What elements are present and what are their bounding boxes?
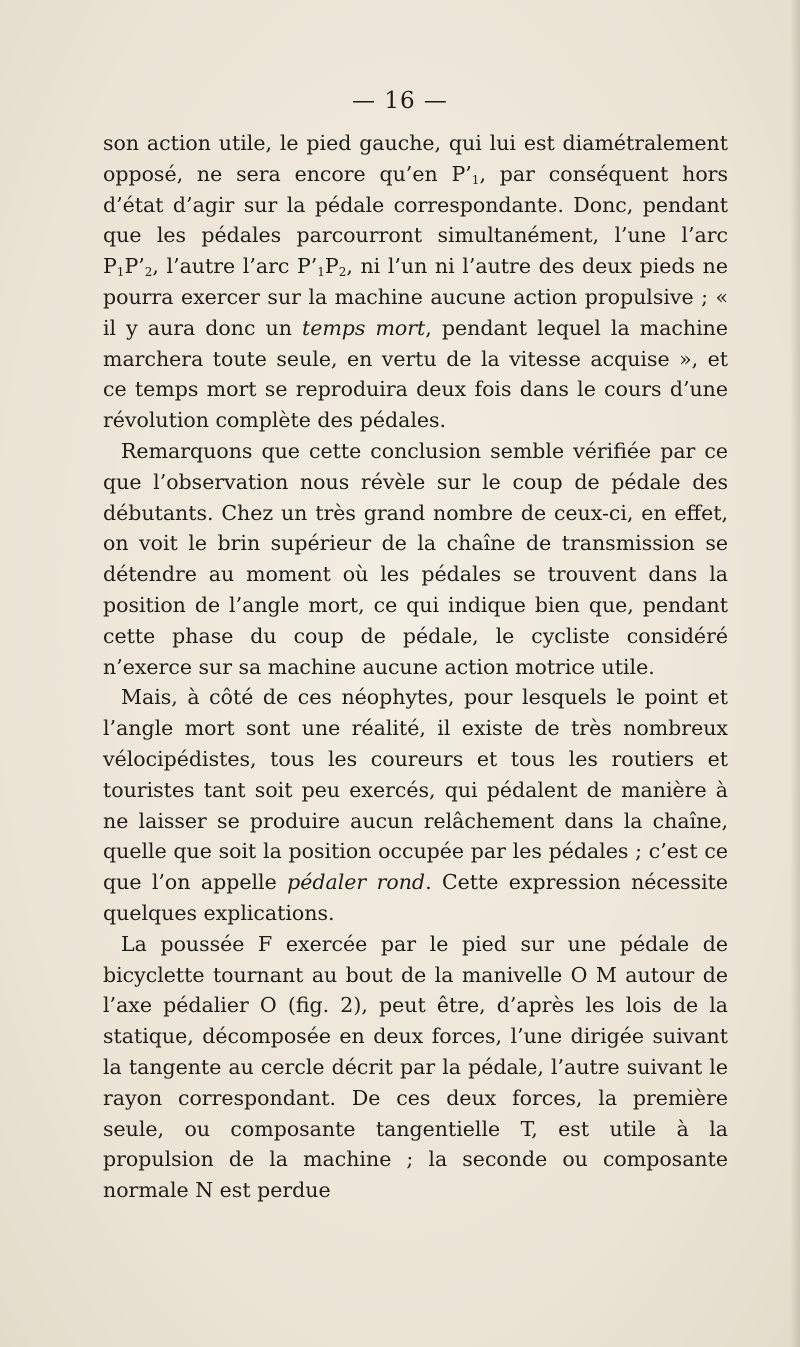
text-run: son action utile, le pied gauche, qui lui est diamétralement opposé, ne sera encore qu’en P’ (103, 131, 728, 186)
text-run: , par conséquent hors d’état d’agir sur la pédale correspondante. Donc, pendant que les pédales parcourront simultanément, l’une l’arc P (103, 161, 729, 279)
subscript: 1 (317, 265, 325, 280)
text-run: P’ (124, 254, 145, 279)
subscript: 1 (471, 172, 480, 187)
text-run: La poussée F exercée par le pied sur une pédale de bicyclette tournant au bout de la manivelle O M autour de l’axe pédalier O (fig. 2), peut être, d’après les lois de la statique, décomposée en deux forces, l’une dirigée suivant la tangente au cercle décrit par la pédale, l’autre suivant le rayon correspondant. De ces deux forces, la première seule, ou composante tangentielle T, est utile à la propulsion de la machine ; la seconde ou composante normale N est perdue (103, 931, 728, 1203)
text-run: , pendant lequel la machine marchera toute seule, en vertu de la vitesse acquise », et ce temps mort se reproduira deux fois dans le cours d’une révolution complète des pédales. (103, 315, 728, 433)
text-run: Mais, à côté de ces néophytes, pour lesquels le point et l’angle mort sont une réalité, il existe de très nombreux vélocipédistes, tous les coureurs et tous les routiers et touristes tant soit peu exercés, qui pédalent de manière à ne laisser se produire aucun relâchement dans la chaîne, quelle que soit la position occupée par les pédales ; c’est ce que l’on appelle (103, 685, 728, 895)
text-run: Remarquons que cette conclusion semble vérifiée par ce que l’observation nous révèle sur le coup de pédale des débutants. Chez un très grand nombre de ceux-ci, en effet, on voit le brin supérieur de la chaîne de transmission se détendre au moment où les pédales se trouvent dans la position de l’angle mort, ce qui indique bien que, pendant cette phase du coup de pédale, le cycliste considéré n’exerce sur sa machine aucune action motrice utile. (103, 438, 728, 679)
page-number: — 16 — (352, 88, 448, 114)
paragraph (103, 682, 728, 928)
italic-term: pédaler rond (287, 870, 426, 895)
subscript: 2 (144, 265, 153, 280)
text-run: , ni l’un ni l’autre des deux pieds ne pourra exercer sur la machine aucune action propulsive ; « il y aura donc un (103, 254, 728, 340)
paragraph (103, 929, 728, 1206)
paragraph (103, 436, 728, 682)
subscript: 1 (116, 265, 125, 280)
page-edge-shadow (790, 0, 800, 1347)
text-run: . Cette expression nécessite quelques explications. (103, 870, 728, 925)
text-run: P (324, 254, 339, 279)
paragraph (103, 128, 728, 436)
italic-term: temps mort (301, 315, 426, 340)
body-text (103, 128, 728, 1206)
text-run: , l’autre l’arc P’ (152, 254, 318, 279)
subscript: 2 (338, 265, 347, 280)
